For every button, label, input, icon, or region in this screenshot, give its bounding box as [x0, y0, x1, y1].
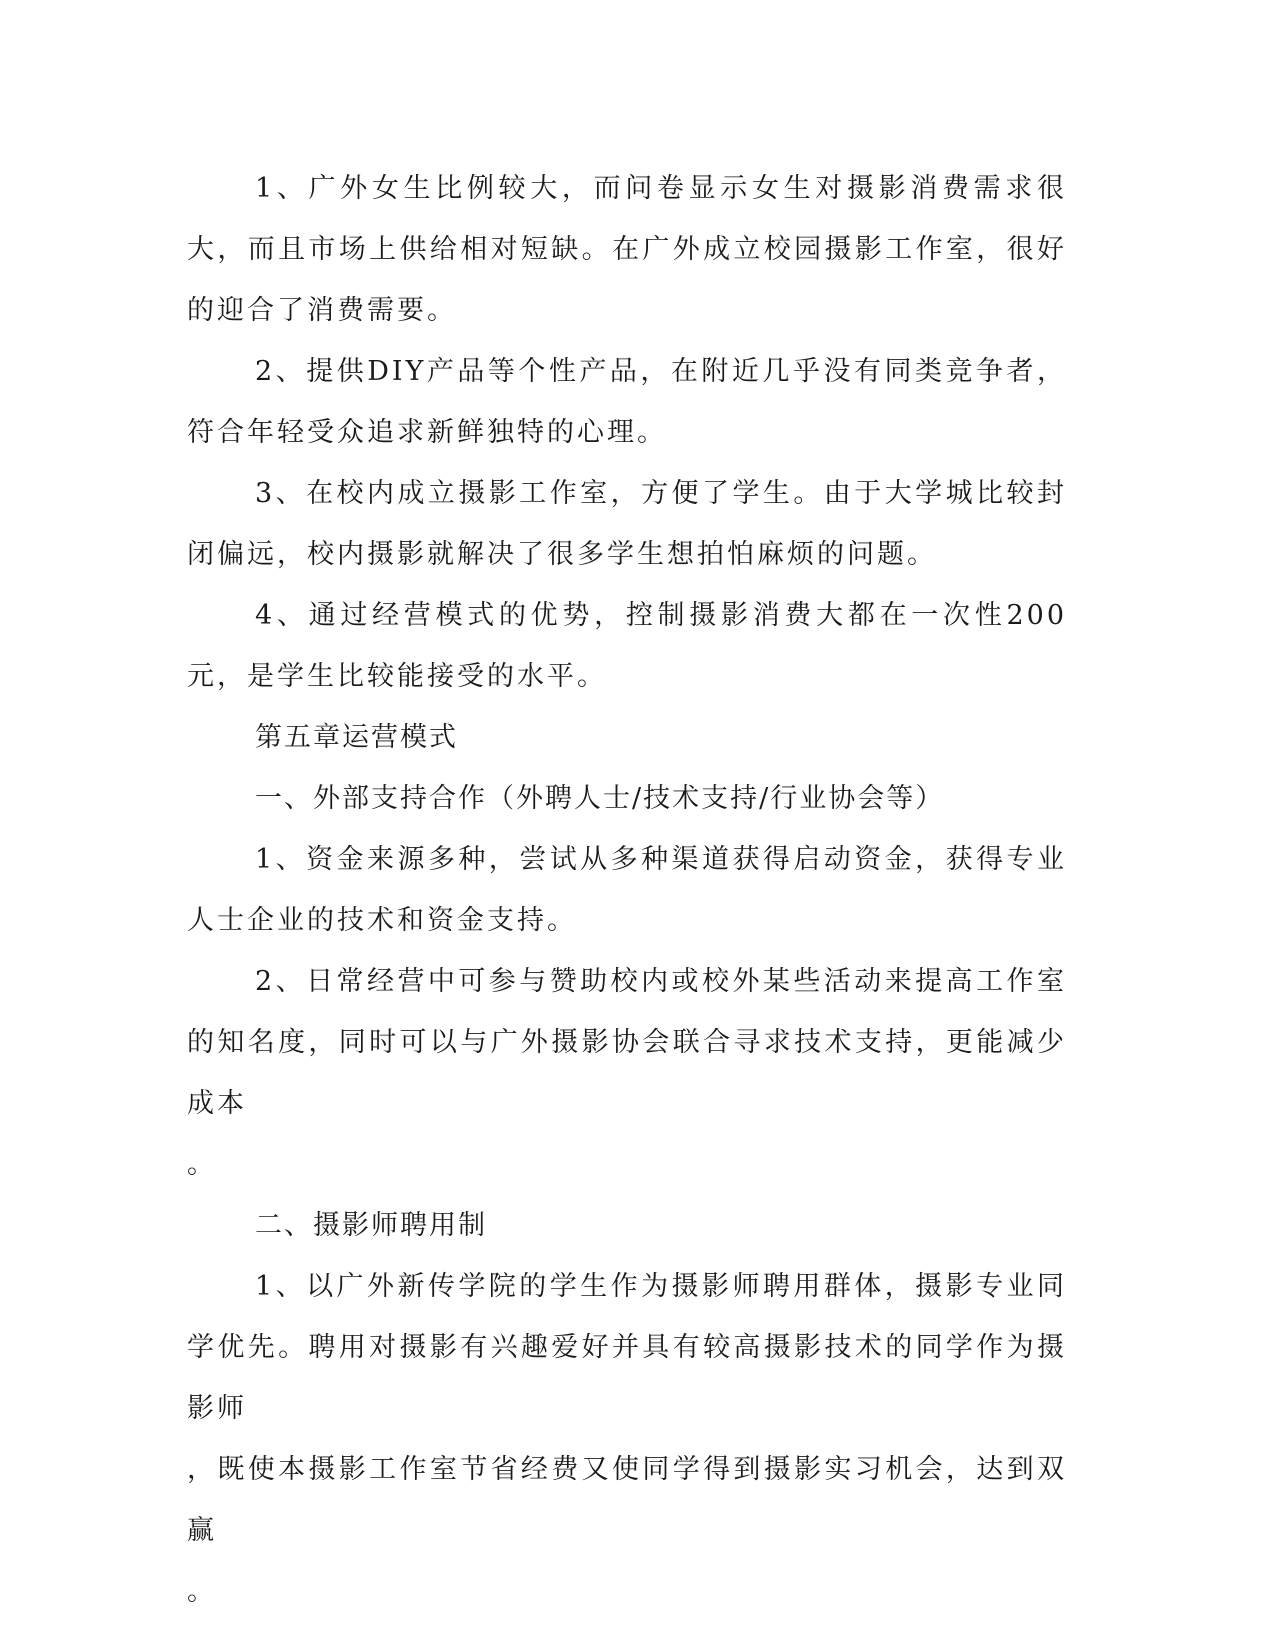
paragraph-support-2: 2、日常经营中可参与赞助校内或校外某些活动来提高工作室的知名度，同时可以与广外摄影协会联合寻求技术支持，更能减少成本	[187, 966, 1067, 1119]
section-heading-external-support: 一、外部支持合作（外聘人士/技术支持/行业协会等）	[255, 783, 945, 814]
paragraph-advantage-1: 1、广外女生比例较大，而问卷显示女生对摄影消费需求很大，而且市场上供给相对短缺。在广外成立校园摄影工作室，很好的迎合了消费需要。	[187, 173, 1067, 326]
paragraph-advantage-2: 2、提供DIY产品等个性产品，在附近几乎没有同类竞争者，符合年轻受众追求新鲜独特的心理。	[187, 356, 1067, 448]
paragraph-hiring-1-continued: ，既使本摄影工作室节省经费又使同学得到摄影实习机会，达到双赢	[187, 1454, 1067, 1546]
paragraph-advantage-3: 3、在校内成立摄影工作室，方便了学生。由于大学城比较封闭偏远，校内摄影就解决了很多学生想拍怕麻烦的问题。	[187, 478, 1067, 570]
paragraph-hiring-1: 1、以广外新传学院的学生作为摄影师聘用群体，摄影专业同学优先。聘用对摄影有兴趣爱好并具有较高摄影技术的同学作为摄影师	[187, 1271, 1067, 1424]
chapter-heading: 第五章运营模式	[255, 722, 458, 753]
paragraph-support-1: 1、资金来源多种，尝试从多种渠道获得启动资金，获得专业人士企业的技术和资金支持。	[187, 844, 1067, 936]
paragraph-hiring-1-tail: 。	[187, 1576, 217, 1607]
document-body	[187, 158, 1067, 1622]
paragraph-support-2-tail: 。	[187, 1149, 217, 1180]
section-heading-photographer-hiring: 二、摄影师聘用制	[255, 1210, 487, 1241]
paragraph-advantage-4: 4、通过经营模式的优势，控制摄影消费大都在一次性200元，是学生比较能接受的水平。	[187, 600, 1067, 692]
